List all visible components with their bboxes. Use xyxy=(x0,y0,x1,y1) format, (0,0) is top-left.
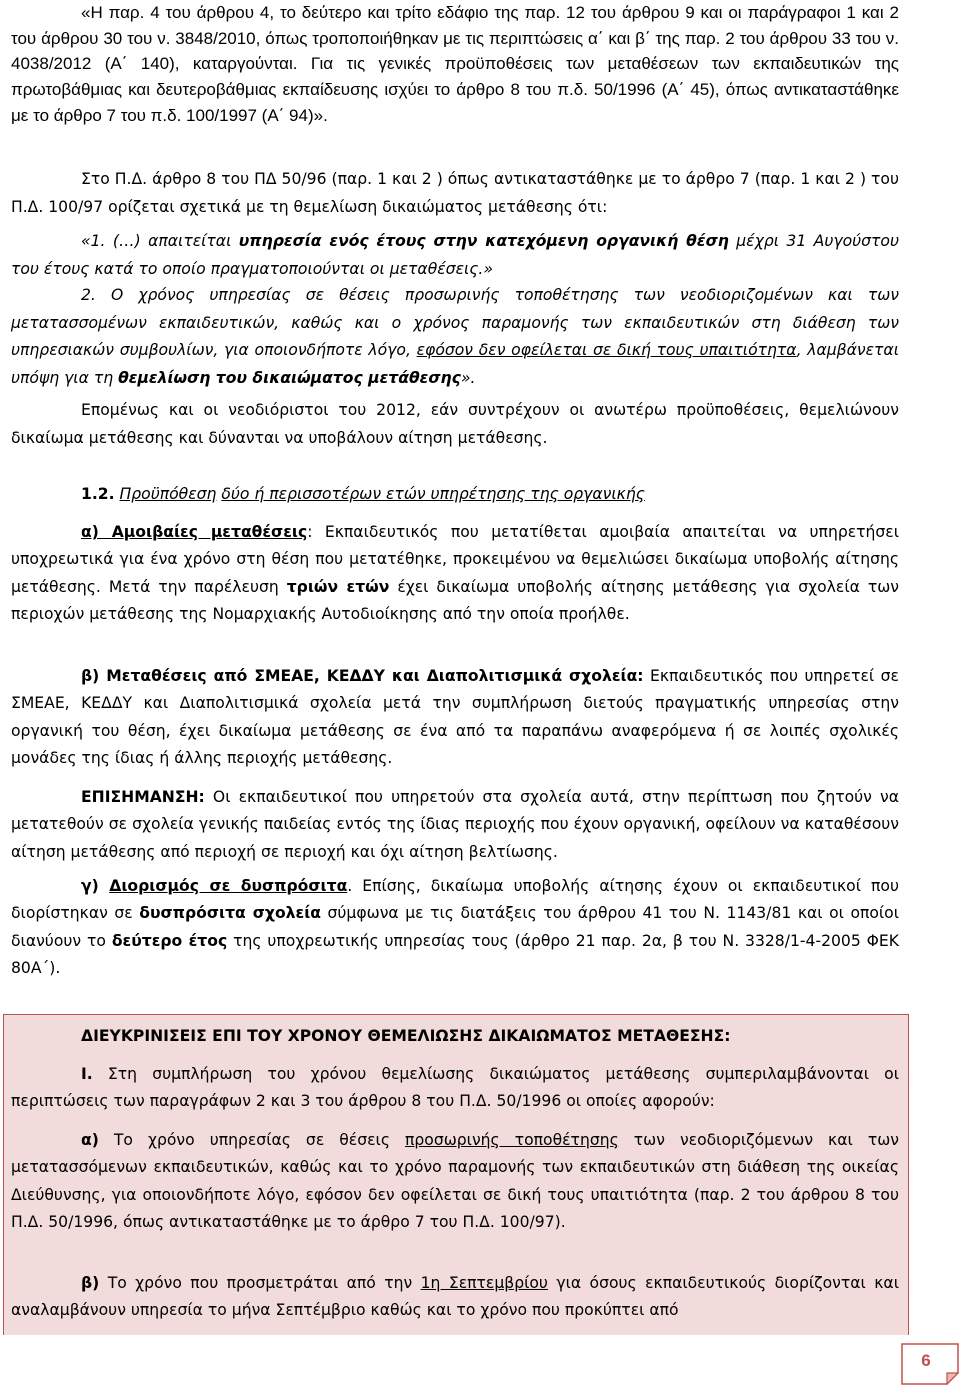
smeae-paragraph: β) Μεταθέσεις από ΣΜΕΑΕ, ΚΕΔΔΥ και Διαπολιτισμικά σχολεία: Εκπαιδευτικός που υπηρετεί σε ΣΜΕΑΕ, ΚΕΔΔΥ και Διαπολιτισμικά σχολεία μετά την συμπλήρωση διετούς πραγματικής υπηρεσίας στην οργανική του θέση, έχει δικαίωμα μετάθεσης σε ένα από τα παραπάνω αναφερόμενα ή σε λοιπές σχολικές μονάδες της ίδιας ή άλλης περιοχής μετάθεσης. xyxy=(11,667,899,767)
mutual-transfers-paragraph: α) Αμοιβαίες μεταθέσεις: Εκπαιδευτικός που μετατίθεται αμοιβαία απαιτείται να υπηρετήσει υποχρεωτικά για ένα χρόνο στη θέση που μετατέθηκε, προκειμένου να θεμελιώσει δικαίωμα υποβολής αίτησης μετάθεσης. Μετά την παρέλευση τριών ετών έχει δικαίωμα υποβολής αίτησης μετάθεσης για σχολεία των περιοχών μετάθεσης της Νομαρχιακής Αυτοδιοίκησης από την οποία προήλθε. xyxy=(11,523,900,623)
consequence-paragraph: Επομένως και οι νεοδιόριστοι του 2012, εάν συντρέχουν οι ανωτέρω προϋποθέσεις, θεμελιώνουν δικαίωμα μετάθεσης και δύνανται να υποβάλουν αίτηση μετάθεσης. xyxy=(11,401,899,447)
quote-1: «1. (…) απαιτείται υπηρεσία ενός έτους στην κατεχόμενη οργανική θέση μέχρι 31 Αυγούστου του έτους κατά το οποίο πραγματοποιούνται οι μεταθέσεις.» xyxy=(11,232,899,278)
page-number: 6 xyxy=(921,1351,931,1370)
clarification-i: Ι. Στη συμπλήρωση του χρόνου θεμελίωσης δικαιώματος μετάθεσης συμπεριλαμβάνονται οι περιπτώσεις των παραγράφων 2 και 3 του άρθρου 8 του Π.Δ. 50/1996 οι οποίες αφορούν: xyxy=(11,1065,899,1111)
clarifications-title: ΔΙΕΥΚΡΙΝΙΣΕΙΣ ΕΠΙ ΤΟΥ ΧΡΟΝΟΥ ΘΕΜΕΛΙΩΣΗΣ ΔΙΚΑΙΩΜΑΤΟΣ ΜΕΤΑΘΕΣΗΣ: xyxy=(81,1027,731,1045)
clarification-b: β) Το χρόνο που προσμετράται από την 1η Σεπτεμβρίου για όσους εκπαιδευτικούς διορίζονται και αναλαμβάνουν υπηρεσία το μήνα Σεπτέμβριο καθώς και το χρόνο που προκύπτει από xyxy=(11,1274,899,1320)
section-heading-1-2: 1.2. Προϋπόθεση δύο ή περισσοτέρων ετών υπηρέτησης της οργανικής xyxy=(81,485,645,503)
page-number-badge xyxy=(901,1343,959,1385)
quote-2: 2. Ο χρόνος υπηρεσίας σε θέσεις προσωρινής τοποθέτησης των νεοδιοριζομένων και των μετατασσομένων εκπαιδευτικών, καθώς και ο χρόνος παραμονής των εκπαιδευτικών στη διάθεση των υπηρεσιακών συμβουλίων, για οποιονδήποτε λόγο, εφόσον δεν οφείλεται σε δική τους υπαιτιότητα, λαμβάνεται υπόψη για τη θεμελίωση του δικαιώματος μετάθεσης». xyxy=(11,286,899,387)
remote-schools-paragraph: γ) Διορισμός σε δυσπρόσιτα. Επίσης, δικαίωμα υποβολής αίτησης έχουν οι εκπαιδευτικοί που διορίστηκαν σε δυσπρόσιτα σχολεία σύμφωνα με τις διατάξεις του άρθρου 41 του Ν. 1143/81 και οι οποίοι διανύουν το δεύτερο έτος της υποχρεωτικής υπηρεσίας τους (άρθρο 21 παρ. 2α, β του Ν. 3328/1-4-2005 ΦΕΚ 80Α΄). xyxy=(11,877,900,977)
note-paragraph: ΕΠΙΣΗΜΑΝΣΗ: Οι εκπαιδευτικοί που υπηρετούν στα σχολεία αυτά, στην περίπτωση που ζητούν να μετατεθούν σε σχολεία γενικής παιδείας εντός της ίδιας περιοχής που έχουν οργανική, οφείλουν να καταθέσουν αίτηση μετάθεσης από περιοχή σε περιοχή και όχι αίτηση βελτίωσης. xyxy=(11,788,899,861)
clarification-a: α) Το χρόνο υπηρεσίας σε θέσεις προσωρινής τοποθέτησης των νεοδιοριζόμενων και των μετατασσόμενων εκπαιδευτικών, καθώς και το χρόνο παραμονής των εκπαιδευτικών στη διάθεση της οικείας Διεύθυνσης, για οποιονδήποτε λόγο, εφόσον δεν οφείλεται σε δική τους υπαιτιότητα (παρ. 2 του άρθρου 8 του Π.Δ. 50/1996, όπως αντικαταστάθηκε με το άρθρο 7 του Π.Δ. 100/97). xyxy=(11,1131,899,1231)
intro-paragraph: «Η παρ. 4 του άρθρου 4, το δεύτερο και τρίτο εδάφιο της παρ. 12 του άρθρου 9 και οι παράγραφοι 1 και 2 του άρθρου 30 του ν. 3848/2010, όπως τροποποιήθηκαν με τις περιπτώσεις α΄ και β΄ της παρ. 2 του άρθρου 33 του ν. 4038/2012 (Α΄ 140), καταργούνται. Για τις γενικές προϋποθέσεις των μεταθέσεων των εκπαιδευτικών της πρωτοβάθμιας και δευτεροβάθμιας εκπαίδευσης ισχύει το άρθρο 8 του π.δ. 50/1996 (Α΄ 45), όπως αντικαταστάθηκε με το άρθρο 7 του π.δ. 100/1997 (Α΄ 94)». xyxy=(11,3,899,125)
pd-paragraph: Στο Π.Δ. άρθρο 8 του ΠΔ 50/96 (παρ. 1 και 2 ) όπως αντικαταστάθηκε με το άρθρο 7 (παρ. 1 και 2 ) του Π.Δ. 100/97 ορίζεται σχετικά με τη θεμελίωση δικαιώματος μετάθεσης ότι: xyxy=(11,170,899,216)
